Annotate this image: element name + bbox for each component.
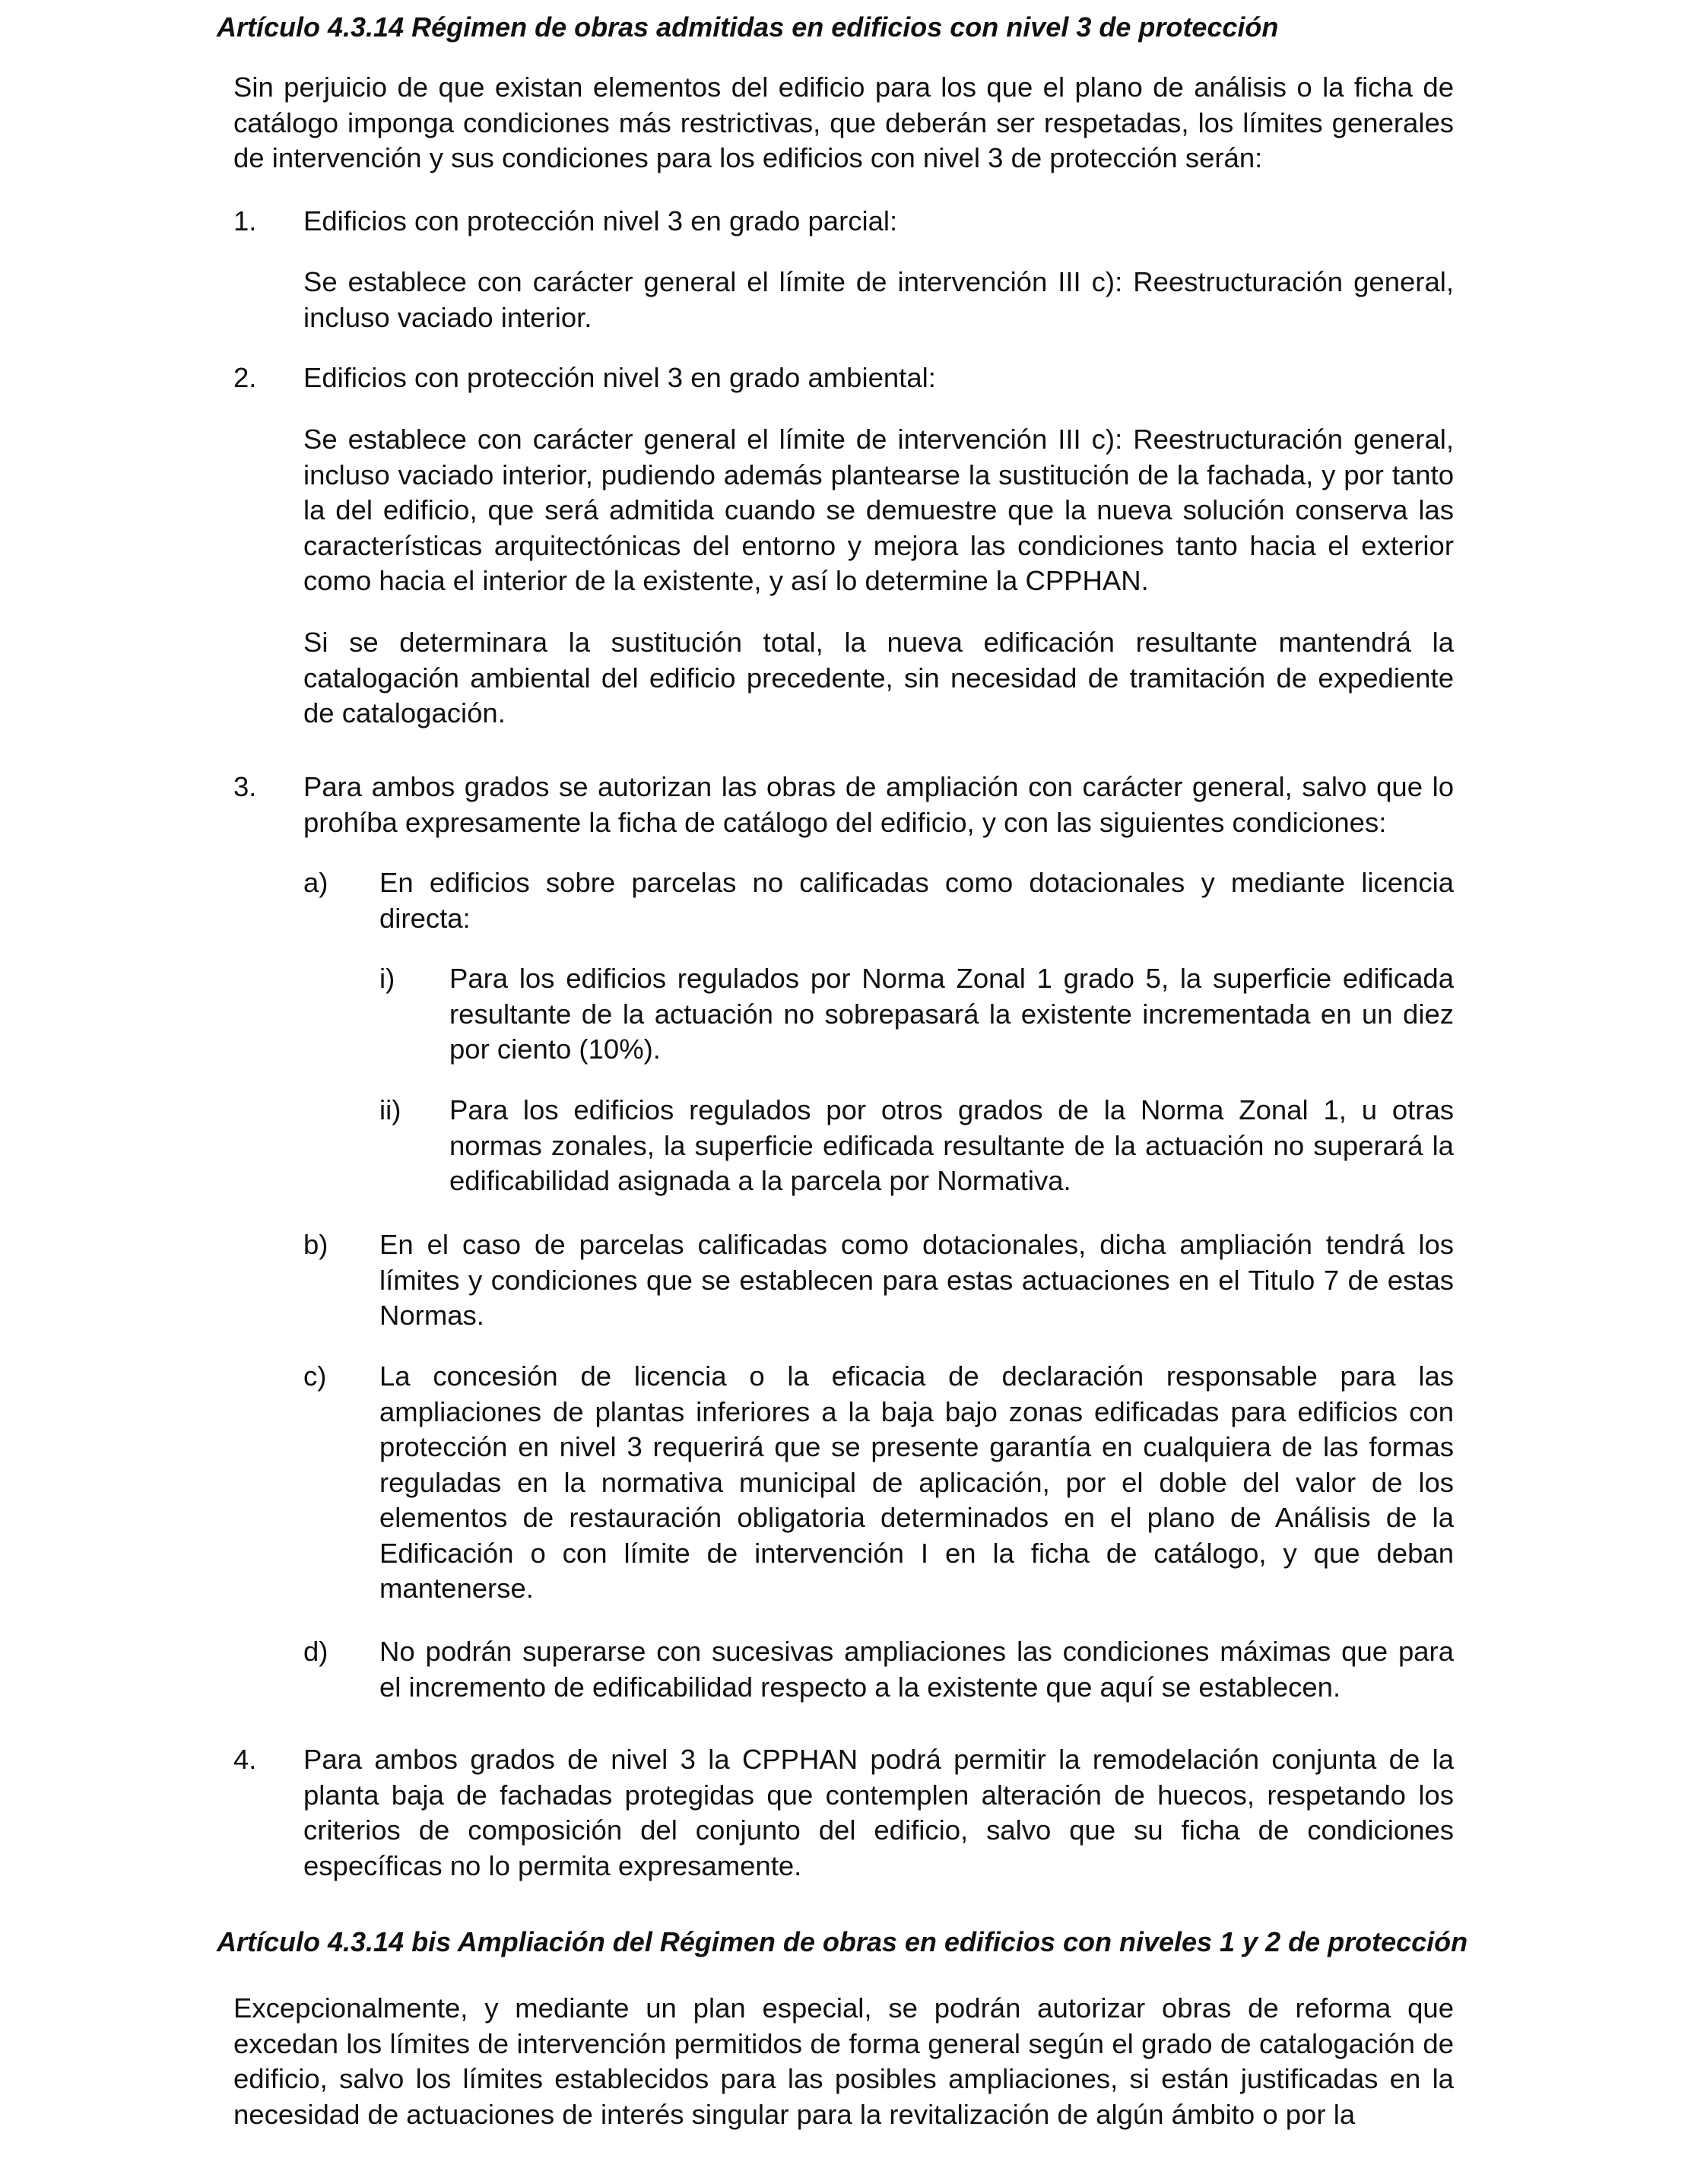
sub-sub-item-text: Para los edificios regulados por Norma Zonal 1 grado 5, la superficie edificada resultante de la actuación no sobrepasará la existente incrementada en un diez por ciento (10%). [449,963,1454,1065]
article-intro: Excepcionalmente, y mediante un plan especial, se podrán autorizar obras de reforma que excedan los límites de intervención permitidos de forma general según el grado de catalogación de edificio, salvo los límites establecidos para las posibles ampliaciones, si están justificadas en la necesidad de actuaciones de interés singular para la revitalización de algún ámbito o por la [233,1992,1454,2130]
sub-item-text: En edificios sobre parcelas no calificadas como dotacionales y mediante licencia directa: [379,867,1454,934]
article-heading: Artículo 4.3.14 Régimen de obras admitidas en edificios con nivel 3 de protección [217,11,1279,43]
sub-sub-item-text: Para los edificios regulados por otros grados de la Norma Zonal 1, u otras normas zonales, la superficie edificada resultante de la actuación no superará la edificabilidad asignada a la parcela por Normativa. [449,1094,1454,1196]
sub-item-text: En el caso de parcelas calificadas como dotacionales, dicha ampliación tendrá los límites y condiciones que se establecen para estas actuaciones en el Titulo 7 de estas Normas. [379,1229,1454,1331]
sub-item-letter: a) [303,867,328,898]
sub-item-letter: c) [303,1360,327,1392]
sub-item-text: No podrán superarse con sucesivas ampliaciones las condiciones máximas que para el incremento de edificabilidad respecto a la existente que aquí se establecen. [379,1636,1454,1703]
list-paragraph: Se establece con carácter general el límite de intervención III c): Reestructuración general, incluso vaciado interior, pudiendo además plantearse la sustitución de la fachada, y por tanto la del edificio, que será admitida cuando se demuestre que la nueva solución conserva las características arquitectónicas del entorno y mejora las condiciones tanto hacia el exterior como hacia el interior de la existente, y así lo determine la CPPHAN. [303,424,1454,596]
article-intro: Sin perjuicio de que existan elementos del edificio para los que el plano de análisis o la ficha de catálogo imponga condiciones más restrictivas, que deberán ser respetadas, los límites generales de intervención y sus condiciones para los edificios con nivel 3 de protección serán: [233,71,1454,173]
sub-item-text: La concesión de licencia o la eficacia de declaración responsable para las ampliaciones de plantas inferiores a la baja bajo zonas edificadas para edificios con protección en nivel 3 requerirá que se presente garantía en cualquiera de las formas reguladas en la normativa municipal de aplicación, por el doble del valor de los elementos de restauración obligatoria determinados en el plano de Análisis de la Edificación o con límite de intervención I en la ficha de catálogo, y que deban mantenerse. [379,1360,1454,1604]
sub-item-letter: d) [303,1636,328,1667]
article-heading: Artículo 4.3.14 bis Ampliación del Régimen de obras en edificios con niveles 1 y 2 de protección [217,1926,1468,1957]
list-text: Edificios con protección nivel 3 en grado ambiental: [303,362,936,393]
sub-sub-item-roman: ii) [379,1094,401,1125]
list-number: 1. [233,205,257,236]
list-number: 2. [233,362,257,393]
sub-item-letter: b) [303,1229,328,1260]
list-number: 3. [233,771,257,802]
list-paragraph: Si se determinara la sustitución total, la nueva edificación resultante mantendrá la catalogación ambiental del edificio precedente, sin necesidad de tramitación de expediente de catalogación. [303,627,1454,729]
list-text: Para ambos grados de nivel 3 la CPPHAN podrá permitir la remodelación conjunta de la planta baja de fachadas protegidas que contemplen alteración de huecos, respetando los criterios de composición del conjunto del edificio, salvo que su ficha de condiciones específicas no lo permita expresamente. [303,1744,1454,1881]
list-text: Edificios con protección nivel 3 en grado parcial: [303,205,898,236]
list-paragraph: Se establece con carácter general el límite de intervención III c): Reestructuración general, incluso vaciado interior. [303,266,1454,333]
list-number: 4. [233,1744,257,1775]
sub-sub-item-roman: i) [379,963,395,994]
list-text: Para ambos grados se autorizan las obras de ampliación con carácter general, salvo que lo prohíba expresamente la ficha de catálogo del edificio, y con las siguientes condiciones: [303,771,1454,838]
